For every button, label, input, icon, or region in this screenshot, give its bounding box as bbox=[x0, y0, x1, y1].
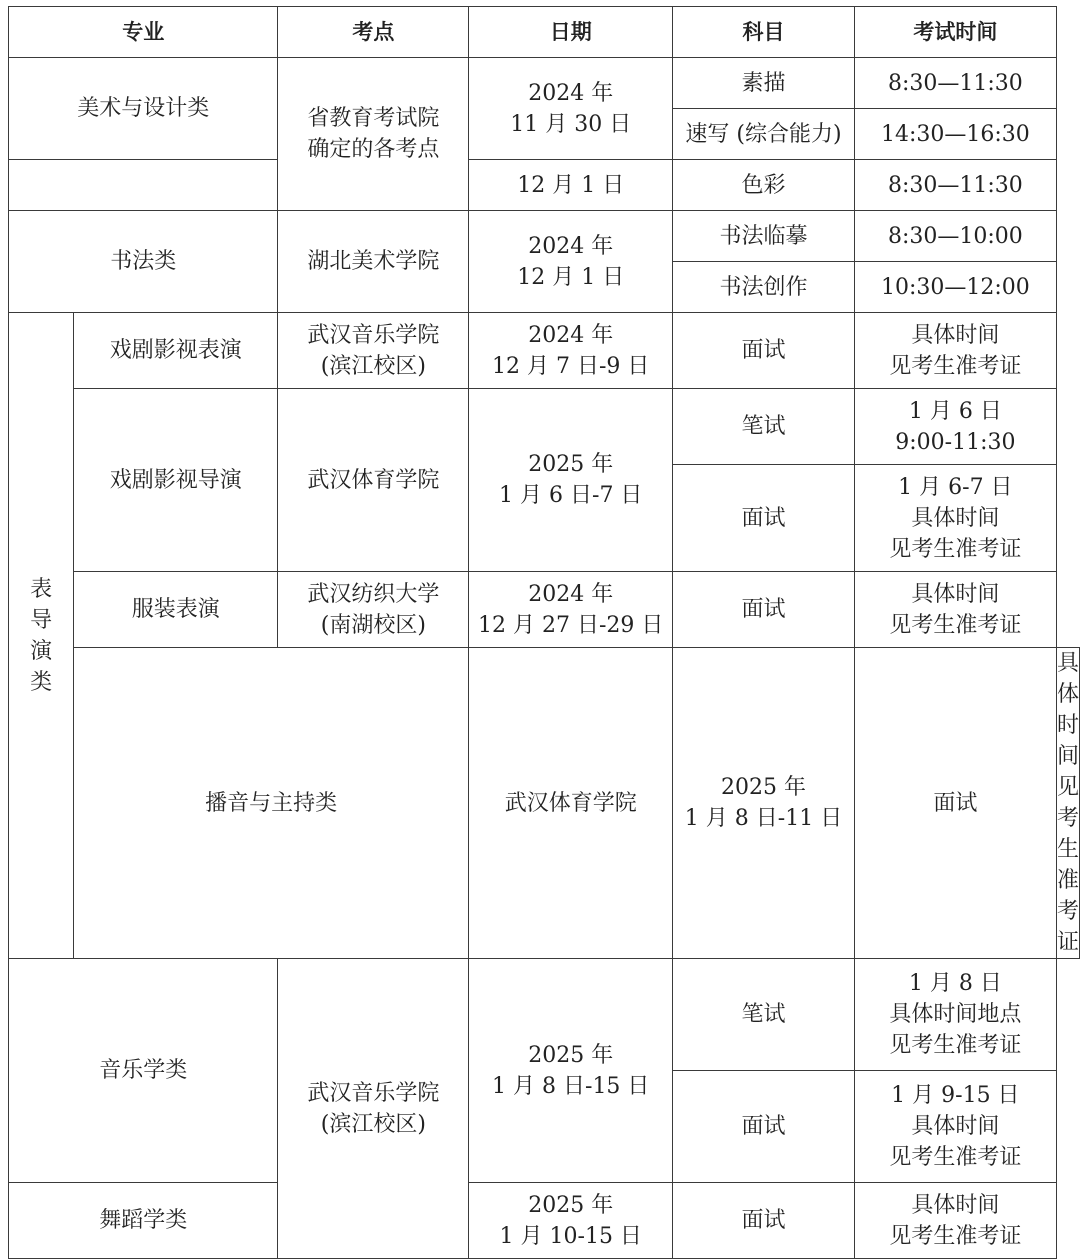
exam-schedule-table bbox=[8, 6, 1080, 1259]
major-cell: 戏剧影视表演 bbox=[74, 313, 278, 389]
time-cell: 具体时间 见考生准考证 bbox=[1056, 648, 1079, 959]
header-venue: 考点 bbox=[278, 7, 469, 58]
time-cell: 1 月 9-15 日 具体时间 见考生准考证 bbox=[854, 1071, 1056, 1183]
time-cell: 14:30—16:30 bbox=[854, 109, 1056, 160]
venue-cell: 武汉体育学院 bbox=[469, 648, 673, 959]
table-row bbox=[9, 313, 1080, 389]
subject-cell: 笔试 bbox=[673, 959, 855, 1071]
date-cell: 2025 年 1 月 6 日-7 日 bbox=[469, 389, 673, 572]
date-cell: 2024 年 12 月 7 日-9 日 bbox=[469, 313, 673, 389]
subject-cell: 速写 (综合能力) bbox=[673, 109, 855, 160]
subject-cell: 面试 bbox=[854, 648, 1056, 959]
major-cell: 美术与设计类 bbox=[9, 58, 278, 160]
venue-cell: 武汉音乐学院 (滨江校区) bbox=[278, 959, 469, 1259]
subject-cell: 笔试 bbox=[673, 389, 855, 465]
major-cell: 舞蹈学类 bbox=[9, 1183, 278, 1259]
major-cell: 服装表演 bbox=[74, 572, 278, 648]
time-cell: 1 月 8 日 具体时间地点 见考生准考证 bbox=[854, 959, 1056, 1071]
header-subject: 科目 bbox=[673, 7, 855, 58]
header-date: 日期 bbox=[469, 7, 673, 58]
time-cell: 8:30—10:00 bbox=[854, 211, 1056, 262]
venue-cell: 省教育考试院 确定的各考点 bbox=[278, 58, 469, 211]
table-row bbox=[9, 389, 1080, 465]
major-cell: 播音与主持类 bbox=[74, 648, 469, 959]
time-cell: 具体时间 见考生准考证 bbox=[854, 572, 1056, 648]
time-cell: 8:30—11:30 bbox=[854, 160, 1056, 211]
date-cell: 2025 年 1 月 8 日-11 日 bbox=[673, 648, 855, 959]
exam-schedule bbox=[8, 6, 1080, 1259]
venue-cell: 武汉音乐学院 (滨江校区) bbox=[278, 313, 469, 389]
subject-cell: 书法创作 bbox=[673, 262, 855, 313]
header-row bbox=[9, 7, 1080, 58]
date-cell: 2025 年 1 月 8 日-15 日 bbox=[469, 959, 673, 1183]
date-cell: 2025 年 1 月 10-15 日 bbox=[469, 1183, 673, 1259]
subject-cell: 色彩 bbox=[673, 160, 855, 211]
major-cell: 音乐学类 bbox=[9, 959, 278, 1183]
subject-cell: 面试 bbox=[673, 313, 855, 389]
table-row bbox=[9, 58, 1080, 109]
subject-cell: 面试 bbox=[673, 1071, 855, 1183]
major-cell-continued bbox=[9, 160, 278, 211]
major-cell: 戏剧影视导演 bbox=[74, 389, 278, 572]
date-cell: 12 月 1 日 bbox=[469, 160, 673, 211]
table-row bbox=[9, 648, 1080, 959]
date-cell: 2024 年 11 月 30 日 bbox=[469, 58, 673, 160]
major-cell: 书法类 bbox=[9, 211, 278, 313]
date-cell: 2024 年 12 月 1 日 bbox=[469, 211, 673, 313]
table-row bbox=[9, 160, 1080, 211]
table-row bbox=[9, 211, 1080, 262]
subject-cell: 书法临摹 bbox=[673, 211, 855, 262]
time-cell: 具体时间 见考生准考证 bbox=[854, 313, 1056, 389]
subject-cell: 面试 bbox=[673, 465, 855, 572]
table-row bbox=[9, 1183, 1080, 1259]
date-cell: 2024 年 12 月 27 日-29 日 bbox=[469, 572, 673, 648]
venue-cell: 武汉纺织大学 (南湖校区) bbox=[278, 572, 469, 648]
group-label-biaodao: 表 导 演 类 bbox=[9, 313, 74, 959]
time-cell: 1 月 6-7 日 具体时间 见考生准考证 bbox=[854, 465, 1056, 572]
time-cell: 1 月 6 日 9:00-11:30 bbox=[854, 389, 1056, 465]
time-cell: 具体时间 见考生准考证 bbox=[854, 1183, 1056, 1259]
header-major: 专业 bbox=[9, 7, 278, 58]
table-row bbox=[9, 959, 1080, 1071]
subject-cell: 面试 bbox=[673, 572, 855, 648]
venue-cell: 湖北美术学院 bbox=[278, 211, 469, 313]
time-cell: 8:30—11:30 bbox=[854, 58, 1056, 109]
header-exam-time: 考试时间 bbox=[854, 7, 1056, 58]
subject-cell: 面试 bbox=[673, 1183, 855, 1259]
venue-cell: 武汉体育学院 bbox=[278, 389, 469, 572]
subject-cell: 素描 bbox=[673, 58, 855, 109]
table-row bbox=[9, 572, 1080, 648]
time-cell: 10:30—12:00 bbox=[854, 262, 1056, 313]
